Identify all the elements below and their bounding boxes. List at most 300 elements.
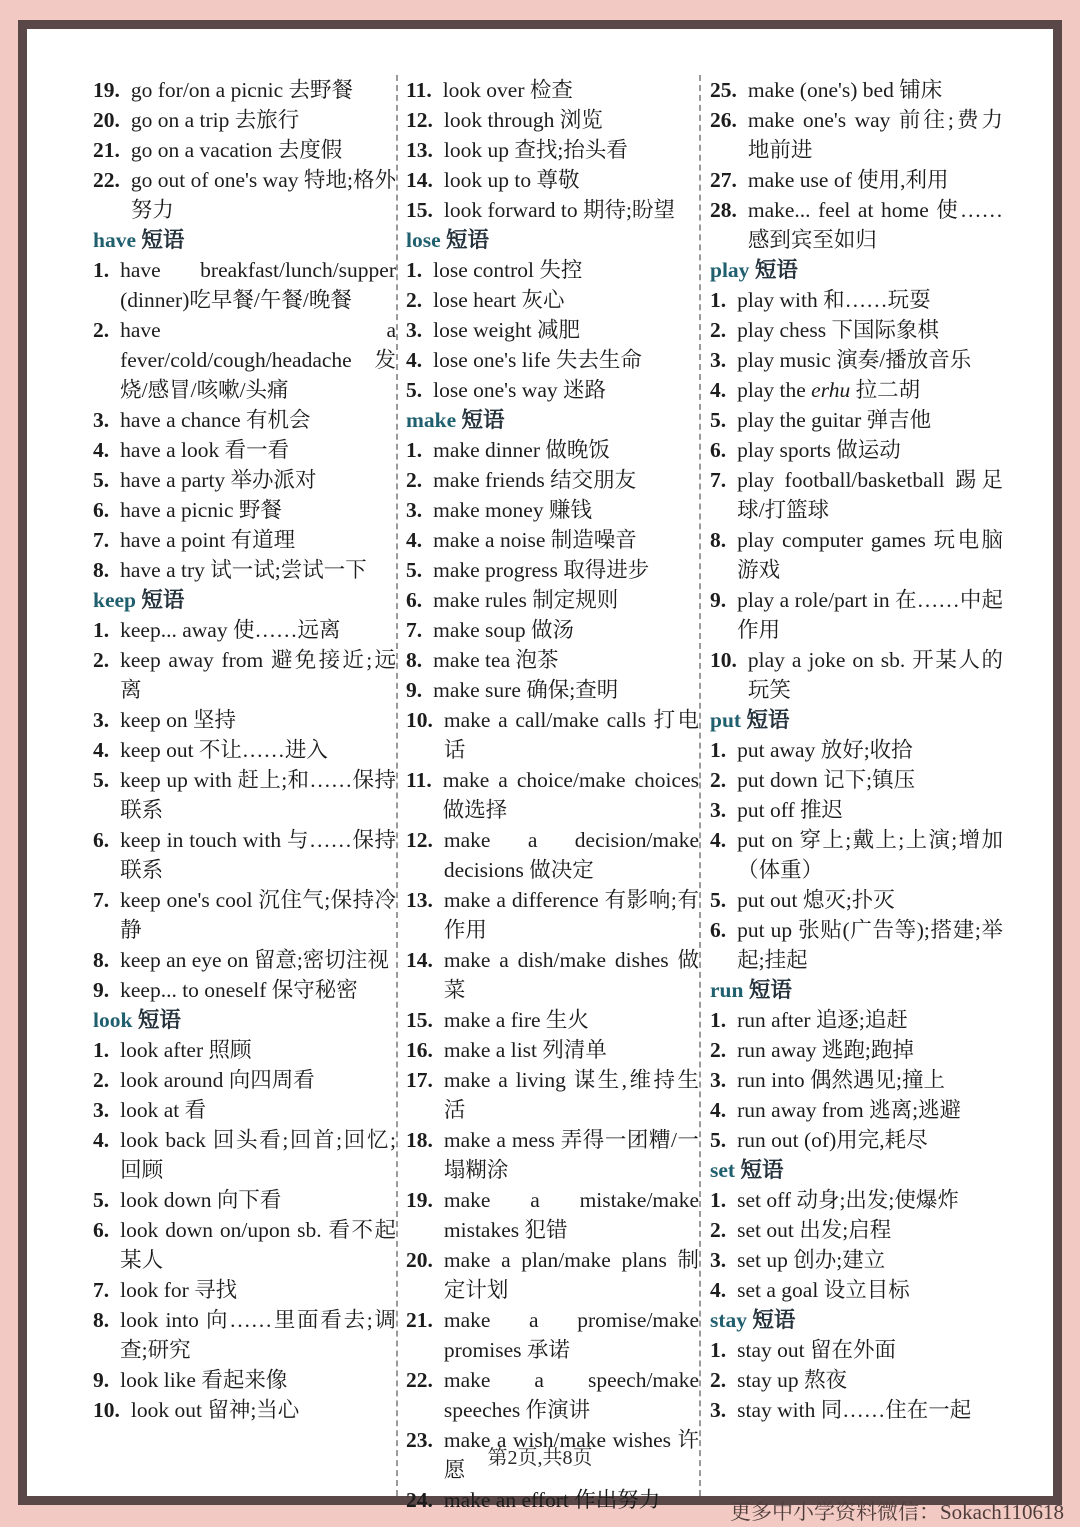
column-divider bbox=[699, 75, 701, 1496]
item-text: put off 推迟 bbox=[737, 798, 844, 822]
phrase-item bbox=[93, 1275, 396, 1305]
item-number: 10. bbox=[710, 648, 737, 672]
item-number: 20. bbox=[406, 1248, 433, 1272]
item-number: 9. bbox=[406, 678, 423, 702]
item-number: 8. bbox=[93, 1308, 110, 1332]
item-number: 20. bbox=[93, 108, 120, 132]
phrase-item bbox=[406, 375, 699, 405]
column-3 bbox=[710, 75, 1003, 1496]
phrase-item bbox=[93, 1185, 396, 1215]
item-text: make a list 列清单 bbox=[443, 1038, 607, 1062]
item-number: 8. bbox=[93, 948, 110, 972]
section-suffix: 短语 bbox=[141, 588, 185, 612]
phrase-item bbox=[406, 1305, 699, 1365]
column-divider bbox=[396, 75, 398, 1496]
item-number: 2. bbox=[710, 1038, 727, 1062]
item-text: run away 逃跑;跑掉 bbox=[737, 1038, 914, 1062]
section-header bbox=[710, 255, 1003, 285]
phrase-item bbox=[406, 105, 699, 135]
phrase-item bbox=[93, 435, 396, 465]
item-text: run after 追逐;追赶 bbox=[737, 1008, 908, 1032]
phrase-item bbox=[710, 1035, 1003, 1065]
item-number: 7. bbox=[710, 468, 727, 492]
item-text: set off 动身;出发;使爆炸 bbox=[737, 1188, 959, 1212]
item-text: play with 和……玩耍 bbox=[737, 288, 931, 312]
phrase-item bbox=[710, 1125, 1003, 1155]
item-number: 5. bbox=[710, 1128, 727, 1152]
italic-term: erhu bbox=[811, 378, 851, 402]
item-text: lose heart 灰心 bbox=[433, 288, 565, 312]
item-text: have a try 试一试;尝试一下 bbox=[120, 558, 367, 582]
item-text: run into 偶然遇见;撞上 bbox=[737, 1068, 945, 1092]
phrase-item bbox=[710, 825, 1003, 885]
item-number: 3. bbox=[710, 798, 727, 822]
section-suffix: 短语 bbox=[746, 708, 790, 732]
phrase-item bbox=[406, 255, 699, 285]
phrase-item bbox=[93, 465, 396, 495]
phrase-item bbox=[710, 75, 1003, 105]
phrase-item bbox=[93, 495, 396, 525]
item-text: keep up with 赶上;和……保持联系 bbox=[120, 768, 396, 822]
item-number: 3. bbox=[710, 1398, 727, 1422]
phrase-item bbox=[710, 915, 1003, 975]
item-number: 4. bbox=[93, 738, 110, 762]
item-number: 7. bbox=[93, 888, 110, 912]
phrase-item bbox=[93, 255, 396, 315]
phrase-list-content bbox=[27, 29, 1053, 1512]
item-text: lose control 失控 bbox=[433, 258, 583, 282]
section-verb: make bbox=[406, 408, 457, 432]
item-text: make soup 做汤 bbox=[433, 618, 575, 642]
phrase-item bbox=[93, 1395, 396, 1425]
item-text: make a promise/make promises 承诺 bbox=[443, 1308, 699, 1362]
phrase-item bbox=[710, 1095, 1003, 1125]
item-text: put up 张贴(广告等);搭建;举起;挂起 bbox=[737, 918, 1003, 972]
section-suffix: 短语 bbox=[748, 978, 792, 1002]
item-number: 7. bbox=[93, 528, 110, 552]
item-text: go out of one's way 特地;格外努力 bbox=[130, 168, 396, 222]
phrase-item bbox=[710, 405, 1003, 435]
section-header bbox=[406, 225, 699, 255]
item-number: 14. bbox=[406, 948, 433, 972]
phrase-item bbox=[406, 1005, 699, 1035]
item-text: stay up 熬夜 bbox=[737, 1368, 848, 1392]
item-number: 5. bbox=[93, 1188, 110, 1212]
section-header bbox=[406, 405, 699, 435]
item-number: 8. bbox=[710, 528, 727, 552]
item-text: keep one's cool 沉住气;保持冷静 bbox=[120, 888, 396, 942]
item-number: 4. bbox=[710, 1278, 727, 1302]
item-number: 9. bbox=[710, 588, 727, 612]
item-text: set up 创办;建立 bbox=[737, 1248, 886, 1272]
section-verb: look bbox=[93, 1008, 133, 1032]
phrase-item bbox=[406, 645, 699, 675]
phrase-item bbox=[93, 75, 396, 105]
document-frame bbox=[18, 20, 1062, 1512]
item-number: 24. bbox=[406, 1488, 433, 1512]
item-number: 7. bbox=[406, 618, 423, 642]
item-text: play football/basketball 踢足球/打篮球 bbox=[737, 468, 1003, 522]
item-number: 10. bbox=[406, 708, 433, 732]
phrase-item bbox=[710, 435, 1003, 465]
item-number: 19. bbox=[406, 1188, 433, 1212]
section-verb: stay bbox=[710, 1308, 748, 1332]
item-text: make a difference 有影响;有作用 bbox=[443, 888, 699, 942]
item-text: play a role/part in 在……中起作用 bbox=[737, 588, 1003, 642]
item-text: make a living 谋生,维持生活 bbox=[443, 1068, 699, 1122]
phrase-item bbox=[710, 1335, 1003, 1365]
phrase-item bbox=[93, 885, 396, 945]
phrase-item bbox=[406, 495, 699, 525]
phrase-item bbox=[710, 1275, 1003, 1305]
item-text: look like 看起来像 bbox=[120, 1368, 288, 1392]
phrase-item bbox=[406, 945, 699, 1005]
item-number: 2. bbox=[406, 288, 423, 312]
item-text: make a call/make calls 打电话 bbox=[443, 708, 699, 762]
phrase-item bbox=[93, 735, 396, 765]
item-text: make friends 结交朋友 bbox=[433, 468, 637, 492]
phrase-item bbox=[406, 315, 699, 345]
item-text: keep on 坚持 bbox=[120, 708, 236, 732]
phrase-item bbox=[93, 1065, 396, 1095]
section-suffix: 短语 bbox=[754, 258, 798, 282]
item-text: make a plan/make plans 制定计划 bbox=[443, 1248, 699, 1302]
phrase-item bbox=[710, 345, 1003, 375]
section-verb: play bbox=[710, 258, 750, 282]
item-number: 5. bbox=[710, 408, 727, 432]
item-text: run out (of)用完,耗尽 bbox=[737, 1128, 928, 1152]
item-number: 11. bbox=[406, 78, 432, 102]
item-text: put away 放好;收拾 bbox=[737, 738, 913, 762]
phrase-item bbox=[93, 525, 396, 555]
item-number: 11. bbox=[406, 768, 432, 792]
section-verb: have bbox=[93, 228, 136, 252]
section-header bbox=[710, 975, 1003, 1005]
item-number: 1. bbox=[710, 1338, 727, 1362]
phrase-item bbox=[710, 1185, 1003, 1215]
item-number: 1. bbox=[710, 288, 727, 312]
item-text: keep an eye on 留意;密切注视 bbox=[120, 948, 389, 972]
item-number: 4. bbox=[93, 438, 110, 462]
item-number: 3. bbox=[93, 408, 110, 432]
phrase-item bbox=[406, 435, 699, 465]
item-number: 18. bbox=[406, 1128, 433, 1152]
phrase-item bbox=[406, 1245, 699, 1305]
item-number: 12. bbox=[406, 828, 433, 852]
item-text: keep... away 使……远离 bbox=[120, 618, 341, 642]
item-text: make an effort 作出努力 bbox=[443, 1488, 661, 1512]
section-verb: keep bbox=[93, 588, 136, 612]
item-text: look after 照顾 bbox=[120, 1038, 252, 1062]
section-suffix: 短语 bbox=[141, 228, 185, 252]
item-number: 4. bbox=[710, 828, 727, 852]
item-number: 3. bbox=[710, 1068, 727, 1092]
item-text: keep away from 避免接近;远离 bbox=[120, 648, 396, 702]
item-number: 1. bbox=[406, 438, 423, 462]
item-number: 5. bbox=[93, 468, 110, 492]
item-number: 1. bbox=[710, 738, 727, 762]
phrase-item bbox=[710, 315, 1003, 345]
item-text: look down 向下看 bbox=[120, 1188, 282, 1212]
item-number: 4. bbox=[710, 378, 727, 402]
item-text: keep... to oneself 保守秘密 bbox=[120, 978, 358, 1002]
phrase-item bbox=[710, 195, 1003, 255]
phrase-item bbox=[406, 825, 699, 885]
item-text: go on a trip 去旅行 bbox=[130, 108, 300, 132]
phrase-item bbox=[406, 285, 699, 315]
item-number: 6. bbox=[93, 498, 110, 522]
item-number: 27. bbox=[710, 168, 737, 192]
item-number: 1. bbox=[93, 258, 110, 282]
item-text: make money 赚钱 bbox=[433, 498, 592, 522]
item-text: look back 回头看;回首;回忆;回顾 bbox=[120, 1128, 396, 1182]
phrase-item bbox=[406, 765, 699, 825]
item-text: make rules 制定规则 bbox=[433, 588, 619, 612]
item-number: 3. bbox=[93, 1098, 110, 1122]
section-header bbox=[93, 225, 396, 255]
phrase-item bbox=[406, 885, 699, 945]
phrase-item bbox=[406, 165, 699, 195]
item-number: 5. bbox=[93, 768, 110, 792]
item-text: look for 寻找 bbox=[120, 1278, 238, 1302]
item-text: play the guitar 弹吉他 bbox=[737, 408, 932, 432]
item-number: 23. bbox=[406, 1428, 433, 1452]
phrase-item bbox=[710, 885, 1003, 915]
item-number: 9. bbox=[93, 978, 110, 1002]
phrase-item bbox=[406, 1125, 699, 1185]
item-number: 2. bbox=[710, 318, 727, 342]
item-number: 5. bbox=[710, 888, 727, 912]
phrase-item bbox=[406, 705, 699, 765]
item-number: 3. bbox=[406, 318, 423, 342]
phrase-item bbox=[406, 465, 699, 495]
item-text: make one's way 前往;费力地前进 bbox=[747, 108, 1003, 162]
phrase-item bbox=[710, 285, 1003, 315]
phrase-item bbox=[93, 315, 396, 405]
phrase-item bbox=[93, 1305, 396, 1365]
item-number: 15. bbox=[406, 1008, 433, 1032]
item-number: 2. bbox=[710, 1368, 727, 1392]
column-2 bbox=[406, 75, 699, 1512]
phrase-item bbox=[93, 135, 396, 165]
section-verb: run bbox=[710, 978, 744, 1002]
phrase-item bbox=[710, 165, 1003, 195]
item-text: have a look 看一看 bbox=[120, 438, 290, 462]
item-number: 3. bbox=[710, 348, 727, 372]
item-text: play chess 下国际象棋 bbox=[737, 318, 939, 342]
item-text: make a decision/make decisions 做决定 bbox=[443, 828, 699, 882]
item-number: 4. bbox=[406, 528, 423, 552]
item-number: 2. bbox=[93, 318, 110, 342]
section-suffix: 短语 bbox=[137, 1008, 181, 1032]
item-number: 21. bbox=[93, 138, 120, 162]
item-text: look out 留神;当心 bbox=[130, 1398, 300, 1422]
column-1 bbox=[93, 75, 396, 1496]
phrase-item bbox=[710, 1005, 1003, 1035]
item-number: 3. bbox=[93, 708, 110, 732]
item-number: 21. bbox=[406, 1308, 433, 1332]
item-text: make a noise 制造噪音 bbox=[433, 528, 637, 552]
item-text: make tea 泡茶 bbox=[433, 648, 559, 672]
item-text: make progress 取得进步 bbox=[433, 558, 650, 582]
phrase-item bbox=[710, 645, 1003, 705]
phrase-item bbox=[406, 585, 699, 615]
item-text: look through 浏览 bbox=[443, 108, 603, 132]
phrase-item bbox=[710, 1065, 1003, 1095]
item-text: make a fire 生火 bbox=[443, 1008, 589, 1032]
item-number: 28. bbox=[710, 198, 737, 222]
item-text: play the erhu 拉二胡 bbox=[737, 378, 921, 402]
phrase-item bbox=[710, 465, 1003, 525]
item-text: set out 出发;启程 bbox=[737, 1218, 892, 1242]
item-text: make dinner 做晚饭 bbox=[433, 438, 610, 462]
phrase-item bbox=[710, 1395, 1003, 1425]
item-text: make a wish/make wishes 许愿 bbox=[443, 1428, 699, 1482]
section-suffix: 短语 bbox=[446, 228, 490, 252]
item-text: make a dish/make dishes 做菜 bbox=[443, 948, 699, 1002]
phrase-item bbox=[406, 1485, 699, 1515]
phrase-item bbox=[406, 525, 699, 555]
item-number: 6. bbox=[710, 918, 727, 942]
phrase-item bbox=[406, 195, 699, 225]
section-header bbox=[93, 1005, 396, 1035]
item-text: have a point 有道理 bbox=[120, 528, 296, 552]
section-suffix: 短语 bbox=[752, 1308, 796, 1332]
phrase-item bbox=[710, 1365, 1003, 1395]
phrase-item bbox=[406, 135, 699, 165]
item-number: 2. bbox=[93, 1068, 110, 1092]
item-number: 15. bbox=[406, 198, 433, 222]
phrase-item bbox=[93, 405, 396, 435]
phrase-item bbox=[93, 945, 396, 975]
item-text: keep out 不让……进入 bbox=[120, 738, 328, 762]
watermark-text: 更多中小学资料微信：Sokach110618 bbox=[729, 1500, 1064, 1524]
page-number: 第2页,共8页 bbox=[487, 1447, 593, 1469]
phrase-item bbox=[710, 1245, 1003, 1275]
item-number: 12. bbox=[406, 108, 433, 132]
item-text: lose one's life 失去生命 bbox=[433, 348, 642, 372]
item-number: 8. bbox=[406, 648, 423, 672]
item-text: put on 穿上;戴上;上演;增加（体重） bbox=[737, 828, 1003, 882]
section-header bbox=[710, 705, 1003, 735]
item-number: 17. bbox=[406, 1068, 433, 1092]
item-number: 8. bbox=[93, 558, 110, 582]
item-text: have a picnic 野餐 bbox=[120, 498, 282, 522]
item-text: make a mess 弄得一团糟/一塌糊涂 bbox=[443, 1128, 699, 1182]
item-number: 22. bbox=[406, 1368, 433, 1392]
item-number: 14. bbox=[406, 168, 433, 192]
item-text: play music 演奏/播放音乐 bbox=[737, 348, 972, 372]
item-number: 26. bbox=[710, 108, 737, 132]
item-number: 1. bbox=[93, 1038, 110, 1062]
item-text: make sure 确保;查明 bbox=[433, 678, 619, 702]
phrase-item bbox=[93, 615, 396, 645]
item-text: look at 看 bbox=[120, 1098, 207, 1122]
item-number: 3. bbox=[710, 1248, 727, 1272]
phrase-item bbox=[93, 1095, 396, 1125]
item-text: play computer games 玩电脑游戏 bbox=[737, 528, 1003, 582]
section-header bbox=[93, 585, 396, 615]
item-text: look over 检查 bbox=[442, 78, 573, 102]
item-text: lose weight 减肥 bbox=[433, 318, 581, 342]
item-text: make (one's) bed 铺床 bbox=[747, 78, 943, 102]
item-number: 13. bbox=[406, 138, 433, 162]
phrase-item bbox=[406, 75, 699, 105]
item-number: 9. bbox=[93, 1368, 110, 1392]
phrase-item bbox=[710, 525, 1003, 585]
phrase-item bbox=[710, 105, 1003, 165]
phrase-item bbox=[710, 735, 1003, 765]
phrase-item bbox=[93, 765, 396, 825]
item-number: 2. bbox=[406, 468, 423, 492]
item-text: have breakfast/lunch/supper (dinner)吃早餐/午餐/晚餐 bbox=[120, 258, 396, 312]
item-number: 1. bbox=[710, 1188, 727, 1212]
item-text: go for/on a picnic 去野餐 bbox=[130, 78, 353, 102]
phrase-item bbox=[406, 675, 699, 705]
section-header bbox=[710, 1305, 1003, 1335]
item-number: 16. bbox=[406, 1038, 433, 1062]
item-text: keep in touch with 与……保持联系 bbox=[120, 828, 396, 882]
item-text: look up to 尊敬 bbox=[443, 168, 580, 192]
phrase-item bbox=[93, 975, 396, 1005]
phrase-item bbox=[406, 555, 699, 585]
phrase-item bbox=[93, 165, 396, 225]
item-number: 1. bbox=[406, 258, 423, 282]
item-text: stay with 同……住在一起 bbox=[737, 1398, 972, 1422]
item-number: 10. bbox=[93, 1398, 120, 1422]
phrase-item bbox=[93, 825, 396, 885]
item-text: set a goal 设立目标 bbox=[737, 1278, 910, 1302]
phrase-item bbox=[93, 105, 396, 135]
item-text: run away from 逃离;逃避 bbox=[737, 1098, 962, 1122]
phrase-item bbox=[93, 645, 396, 705]
section-verb: set bbox=[710, 1158, 736, 1182]
item-text: have a chance 有机会 bbox=[120, 408, 311, 432]
phrase-item bbox=[93, 555, 396, 585]
item-number: 1. bbox=[710, 1008, 727, 1032]
item-number: 13. bbox=[406, 888, 433, 912]
phrase-item bbox=[406, 1035, 699, 1065]
phrase-item bbox=[710, 585, 1003, 645]
phrase-item bbox=[406, 615, 699, 645]
section-verb: lose bbox=[406, 228, 441, 252]
item-number: 1. bbox=[93, 618, 110, 642]
item-text: go on a vacation 去度假 bbox=[130, 138, 343, 162]
item-text: look forward to 期待;盼望 bbox=[443, 198, 675, 222]
item-number: 5. bbox=[406, 558, 423, 582]
item-number: 4. bbox=[406, 348, 423, 372]
item-text: make a mistake/make mistakes 犯错 bbox=[443, 1188, 699, 1242]
item-number: 2. bbox=[710, 1218, 727, 1242]
phrase-item bbox=[406, 1065, 699, 1125]
phrase-item bbox=[406, 345, 699, 375]
phrase-item bbox=[93, 1035, 396, 1065]
item-number: 3. bbox=[406, 498, 423, 522]
item-text: make a choice/make choices 做选择 bbox=[442, 768, 699, 822]
item-number: 6. bbox=[93, 1218, 110, 1242]
item-number: 19. bbox=[93, 78, 120, 102]
item-number: 4. bbox=[93, 1128, 110, 1152]
item-number: 6. bbox=[406, 588, 423, 612]
item-text: look around 向四周看 bbox=[120, 1068, 315, 1092]
section-verb: put bbox=[710, 708, 742, 732]
phrase-item bbox=[710, 375, 1003, 405]
phrase-item bbox=[406, 1185, 699, 1245]
phrase-item bbox=[710, 795, 1003, 825]
item-text: play a joke on sb. 开某人的玩笑 bbox=[747, 648, 1003, 702]
item-text: look up 查找;抬头看 bbox=[443, 138, 628, 162]
item-number: 4. bbox=[710, 1098, 727, 1122]
